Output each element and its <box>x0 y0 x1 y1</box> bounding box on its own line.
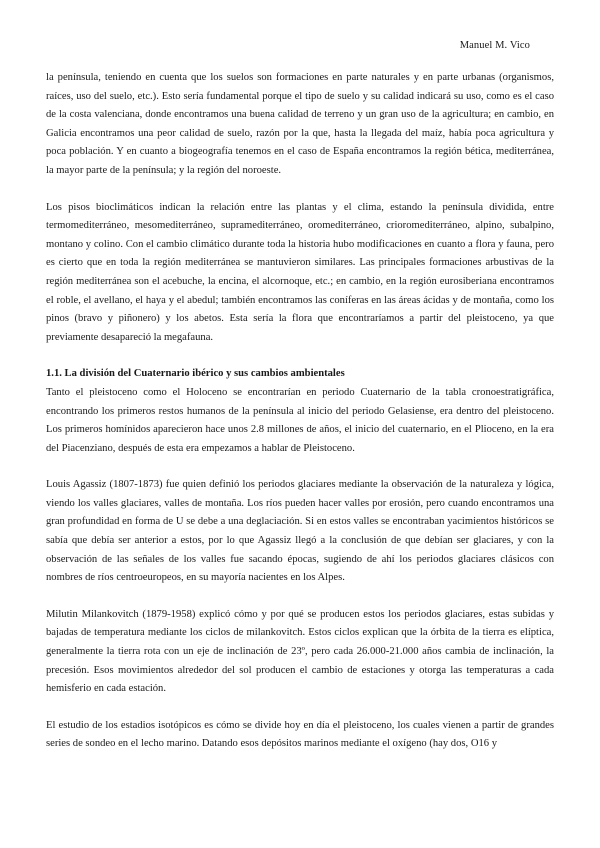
document-body <box>46 69 554 754</box>
page-header-author: Manuel M. Vico <box>459 40 530 51</box>
paragraph: Los pisos bioclimáticos indican la relación entre las plantas y el clima, estando la península dividida, entre termomediterráneo, mesomediterráneo, supramediterráneo, oromediterráneo, crioromediterráneo, alpino, subalpino, montano y colino. Con el cambio climático durante toda la historia hubo modificaciones en cuanto a flora y fauna, pero es cierto que en toda la región mediterránea se mantuvieron similares. Las principales formaciones arbustivas de la región mediterránea son el acebuche, la encina, el alcornoque, etc.; en cambio, en la región eurosiberiana encontramos el roble, el avellano, el haya y el abedul; también encontramos las coníferas en las áreas ácidas y de montaña, como los pinos (bravo y piñonero) y los abetos. Esta sería la flora que encontraríamos a partir del pleistoceno, ya que previamente desapareció la megafauna. <box>46 201 554 343</box>
section-heading: 1.1. La división del Cuaternario ibérico y sus cambios ambientales <box>46 368 345 380</box>
paragraph: la península, teniendo en cuenta que los suelos son formaciones en parte naturales y en parte urbanas (organismos, raíces, uso del suelo, etc.). Esto sería fundamental porque el tipo de suelo y su calidad indicará su uso, como es el caso de la costa valenciana, donde encontramos una buena calidad de terreno y un gran uso de la agricultura; en cambio, en Galicia encontramos una peor calidad de suelo, razón por la que, hasta la llegada del maíz, había poca agricultura y poca población. Y en cuanto a biogeografía tenemos en el caso de España encontramos la región bética, mediterránea, la mayor parte de la península; y la región del noroeste. <box>46 72 554 176</box>
paragraph: Milutin Milankovitch (1879-1958) explicó cómo y por qué se producen estos los periodos glaciares, estas subidas y bajadas de temperatura mediante los ciclos de milankovitch. Estos ciclos explican que la órbita de la tierra es elíptica, generalmente la tierra rota con un eje de inclinación de 23º, pero cada 26.000-21.000 años cambia de inclinación, la precesión. Esos movimientos alrededor del sol producen el cambio de estaciones y otorga las temperaturas a cada hemisferio en cada estación. <box>46 608 554 695</box>
paragraph: Louis Agassiz (1807-1873) fue quien definió los periodos glaciares mediante la observación de la naturaleza y lógica, viendo los valles glaciares, valles de montaña. Los ríos pueden hacer valles por erosión, pero cuando encontramos una gran profundidad en forma de U se debe a una deglaciación. Si en estos valles se encontraban yacimientos históricos se sabía que debía ser anterior a estos, por lo que Agassiz llegó a la conclusión de que debían ser glaciares, y con la observación de las señales de los valles fue sacando épocas, sugiendo de ahí los periodos glaciares clásicos con nombres de ríos centroeuropeos, en su mayoría nacientes en los Alpes. <box>46 479 554 584</box>
paragraph: Tanto el pleistoceno como el Holoceno se encontrarían en periodo Cuaternario de la tabla cronoestratigráfica, encontrando los primeros restos humanos de la península al inicio del periodo Gelasiense, era dentro del pleistoceno. Los primeros homínidos aparecieron hace unos 2.8 millones de años, el inicio del cuaternario, en el Plioceno, en la era del Piacenziano, después de esta era empezamos a hablar de Pleistoceno. <box>46 386 554 454</box>
paragraph: El estudio de los estadios isotópicos es cómo se divide hoy en día el pleistoceno, los cuales vienen a partir de grandes series de sondeo en el lecho marino. Datando esos depósitos marinos mediante el oxígeno (hay dos, O16 y <box>46 719 554 750</box>
